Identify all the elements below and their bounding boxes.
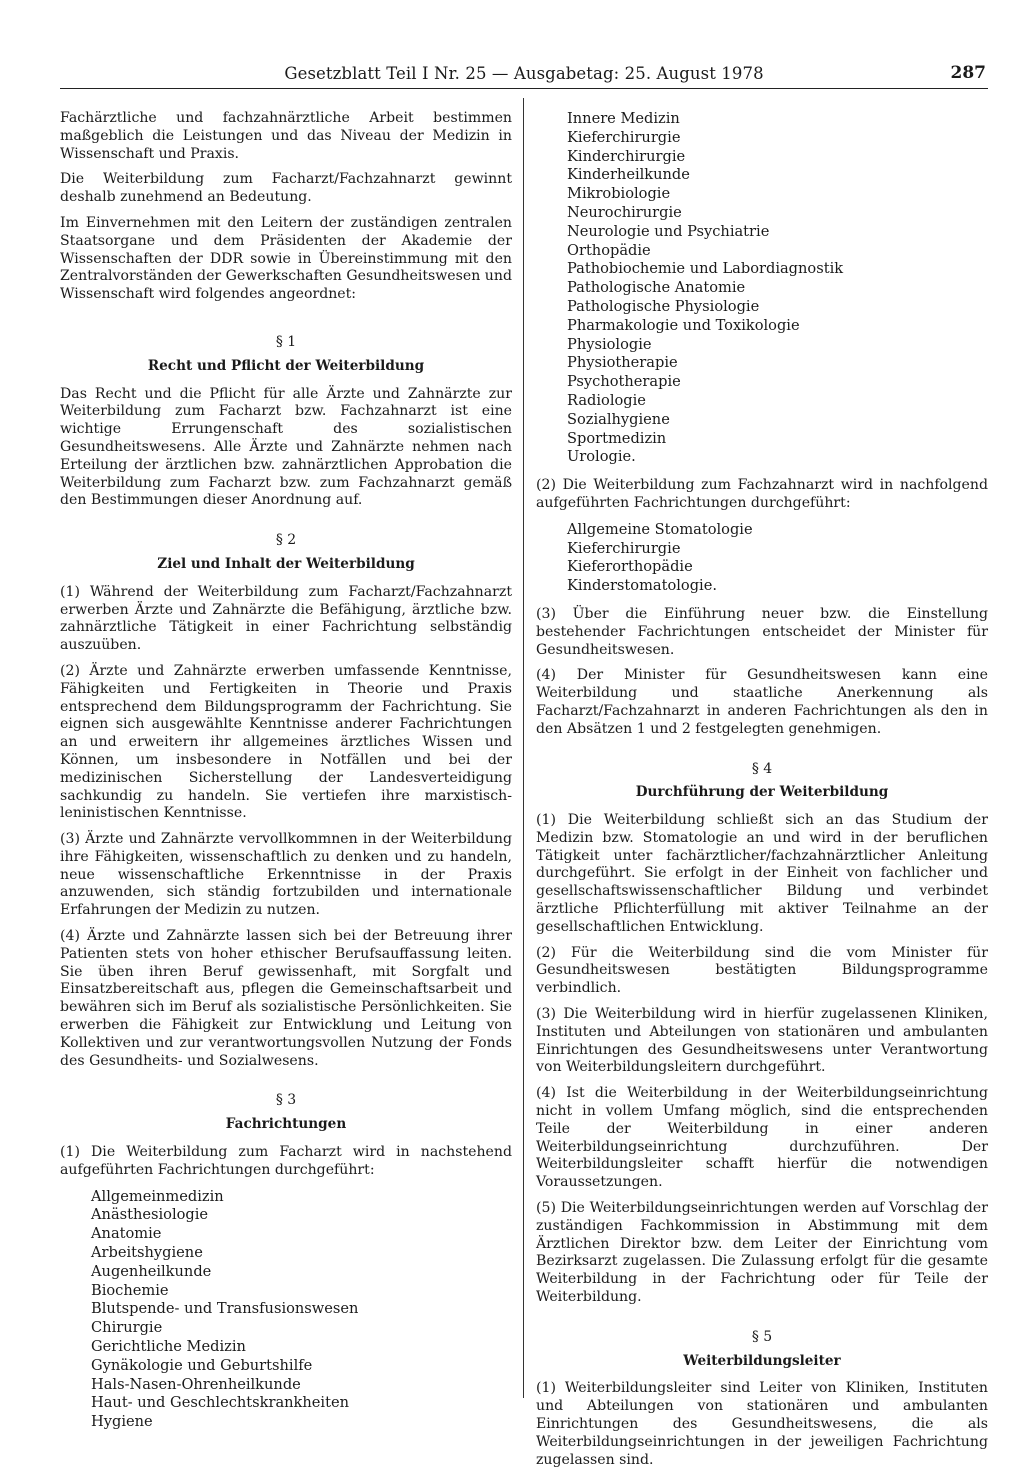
list-item: Sozialhygiene [567,410,670,428]
list-item: Pathobiochemie und Labordiagnostik [567,260,844,278]
list-item: Physiotherapie [567,354,678,372]
section-title: Recht und Pflicht der Weiterbildung [147,357,425,374]
section-title: Fachrichtungen [225,1116,347,1133]
list-item: Kinderheilkunde [567,166,690,184]
section-3 [60,1092,512,1432]
intro-paragraph: Fachärztliche und fachzahnärztliche Arbeit bestimmen maßgeblich die Leistungen und das Niveau der Medizin in Wissenschaft und Praxis. [60,110,512,162]
list-item: Anästhesiologie [91,1206,209,1224]
list-item: Physiologie [567,335,652,353]
section-paragraph: (3) Ärzte und Zahnärzte vervollkommnen in der Weiterbildung ihre Fähigkeiten, wissenschaftlich zu denken und zu handeln, neue wissenschaftliche Erkenntnisse in der Praxis anzuwenden, sich ständig fortzubilden und internationale Erfahrungen der Medizin zu nutzen. [60,831,512,919]
section-paragraph: (2) Ärzte und Zahnärzte erwerben umfassende Kenntnisse, Fähigkeiten und Fertigkeiten in Theorie und Praxis entsprechend dem Bildungsprogramm der Fachrichtung. Sie eignen sich ausgewählte Kenntnisse anderer Fachrichtungen an und erweitern ihr allgemeines ärztliches Wissen und Können, um insbesondere in Notfällen und bei der medizinischen Sicherstellung der Landesverteidigung sachkundig zu handeln. Sie vertiefen ihre marxistisch-leninistischen Kenntnisse. [60,662,512,822]
section-number: § 1 [275,333,297,350]
section-paragraph: Das Recht und die Pflicht für alle Ärzte und Zahnärzte zur Weiterbildung zum Facharzt bzw. Fachzahnarzt ist eine wichtige Errungenschaft des sozialistischen Gesundheitswesens. Alle Ärzte und Zahnärzte nehmen nach Erteilung der ärztlichen bzw. zahnärztlichen Approbation die Weiterbildung zum Facharzt bzw. zum Fachzahnarzt gemäß den Bestimmungen dieser Anordnung auf. [60,385,512,509]
list-item: Augenheilkunde [91,1262,212,1280]
page-header [60,62,988,89]
right-column [536,110,988,1477]
list-item: Kieferorthopädie [567,558,693,576]
section-paragraph: (5) Die Weiterbildungseinrichtungen werden auf Vorschlag der zuständigen Fachkommission in Abstimmung mit dem Ärztlichen Direktor bzw. dem Leiter der Einrichtung vom Bezirksarzt zugelassen. Die Zulassung erfolgt für die gesamte Weiterbildung in der Fachrichtung oder für Teile der Weiterbildung. [536,1200,988,1306]
list-item: Biochemie [91,1281,169,1299]
list-item: Urologie. [567,448,636,466]
section-4 [536,761,988,1307]
section-1 [60,334,512,510]
section-number: § 2 [275,532,297,549]
intro-paragraph: Die Weiterbildung zum Facharzt/Fachzahnarzt gewinnt deshalb zunehmend an Bedeutung. [60,171,512,206]
list-item: Kinderchirurgie [567,147,686,165]
list-item: Sportmedizin [567,429,667,447]
section-paragraph: (4) Der Minister für Gesundheitswesen kann eine Weiterbildung und staatliche Anerkennung als Facharzt/Fachzahnarzt in anderen Fachrichtungen als den in den Absätzen 1 und 2 festgelegten genehmigen. [536,667,988,737]
column-divider [523,98,524,1398]
header-title: Gesetzblatt Teil I Nr. 25 — Ausgabetag: 25. August 1978 [284,64,764,83]
list-item: Psychotherapie [567,373,681,391]
section-title: Ziel und Inhalt der Weiterbildung [157,555,415,572]
facharzt-field-list-continued [536,110,988,467]
list-item: Radiologie [567,391,646,409]
list-item: Allgemeine Stomatologie [567,520,753,538]
section-title: Weiterbildungsleiter [683,1352,841,1369]
section-title: Durchführung der Weiterbildung [635,784,889,801]
section-paragraph: (1) Die Weiterbildung schließt sich an das Studium der Medizin bzw. Stomatologie an und wird in der beruflichen Tätigkeit unter fachärztlicher/fachzahnärztlicher Anleitung durchgeführt. Sie erfolgt in der Einheit von fachlicher und gesellschaftswissenschaftlicher Bildung und verbindet ärztliche Pflichterfüllung mit aktiver Teilnahme an der gesellschaftlichen Entwicklung. [536,812,988,935]
list-item: Kieferchirurgie [567,539,681,557]
list-item: Kieferchirurgie [567,128,681,146]
list-item: Hygiene [91,1413,153,1431]
section-paragraph: (3) Über die Einführung neuer bzw. die Einstellung bestehender Fachrichtungen entscheidet der Minister für Gesundheitswesen. [536,605,988,658]
list-item: Haut- und Geschlechtskrankheiten [91,1394,349,1412]
facharzt-field-list [60,1188,512,1432]
list-item: Orthopädie [567,241,651,259]
section-paragraph: (4) Ist die Weiterbildung in der Weiterbildungseinrichtung nicht in vollem Umfang möglich, sind die entsprechenden Teile der Weiterbildung in einer anderen Weiterbildungseinrichtung durchzuführen. Der Weiterbildungsleiter schafft hierfür die notwendigen Voraussetzungen. [536,1085,988,1191]
list-item: Pharmakologie und Toxikologie [567,316,800,334]
intro-paragraph: Im Einvernehmen mit den Leitern der zuständigen zentralen Staatsorgane und dem Präsidenten der Akademie der Wissenschaften der DDR sowie in Übereinstimmung mit den Zentralvorständen der Gewerkschaften Gesundheitswesen und Wissenschaft wird folgendes angeordnet: [60,214,512,303]
fachzahnarzt-field-list [536,521,988,596]
section-paragraph: (3) Die Weiterbildung wird in hierfür zugelassenen Kliniken, Instituten und Abteilungen von stationären und ambulanten Einrichtungen des Gesundheitswesens unter Verantwortung von Weiterbildungsleitern durchgeführt. [536,1006,988,1076]
section-paragraph: (1) Die Weiterbildung zum Facharzt wird in nachstehend aufgeführten Fachrichtungen durchgeführt: [60,1144,512,1178]
section-paragraph: (4) Ärzte und Zahnärzte lassen sich bei der Betreuung ihrer Patienten stets von hoher ethischer Berufsauffassung leiten. Sie üben ihren Beruf gewissenhaft, mit Sorgfalt und Einsatzbereitschaft aus, pflegen die Gemeinschaftsarbeit und bewähren sich im Beruf als sozialistische Persönlichkeiten. Sie erwerben die Fähigkeit zur Entwicklung und Leitung von Kollektiven und zur verantwortungsvollen Nutzung der Fonds des Gesundheits- und Sozialwesens. [60,928,512,1069]
section-2 [60,532,512,1070]
list-item: Hals-Nasen-Ohrenheilkunde [91,1375,301,1393]
list-item: Mikrobiologie [567,185,671,203]
list-item: Anatomie [91,1225,162,1243]
section-5 [536,1329,988,1470]
list-item: Neurologie und Psychiatrie [567,222,770,240]
list-item: Gynäkologie und Geburtshilfe [91,1356,313,1374]
section-paragraph: (1) Weiterbildungsleiter sind Leiter von Kliniken, Instituten und Abteilungen von stationären und ambulanten Einrichtungen des Gesundheitswesens, die als Weiterbildungseinrichtungen in der jeweiligen Fachrichtung zugelassen sind. [536,1380,988,1468]
section-number: § 3 [275,1092,297,1109]
list-item: Chirurgie [91,1319,163,1337]
list-item: Blutspende- und Transfusionswesen [91,1300,359,1318]
section-paragraph: (2) Die Weiterbildung zum Fachzahnarzt wird in nachfolgend aufgeführten Fachrichtungen durchgeführt: [536,477,988,511]
list-item: Gerichtliche Medizin [91,1338,246,1356]
section-paragraph: (1) Während der Weiterbildung zum Facharzt/Fachzahnarzt erwerben Ärzte und Zahnärzte die Befähigung, ärztliche bzw. zahnärztliche Tätigkeit in einer Fachrichtung selbständig auszuüben. [60,583,512,654]
list-item: Allgemeinmedizin [91,1187,224,1205]
list-item: Kinderstomatologie. [567,577,717,595]
list-item: Neurochirurgie [567,203,682,221]
list-item: Pathologische Anatomie [567,279,746,297]
list-item: Pathologische Physiologie [567,297,760,315]
left-column [60,110,512,1442]
section-number: § 4 [751,760,773,777]
list-item: Innere Medizin [567,110,680,127]
section-paragraph: (2) Für die Weiterbildung sind die vom Minister für Gesundheitswesen bestätigten Bildungsprogramme verbindlich. [536,944,988,997]
list-item: Arbeitshygiene [91,1244,203,1262]
section-number: § 5 [751,1328,773,1345]
page-number: 287 [950,63,986,83]
